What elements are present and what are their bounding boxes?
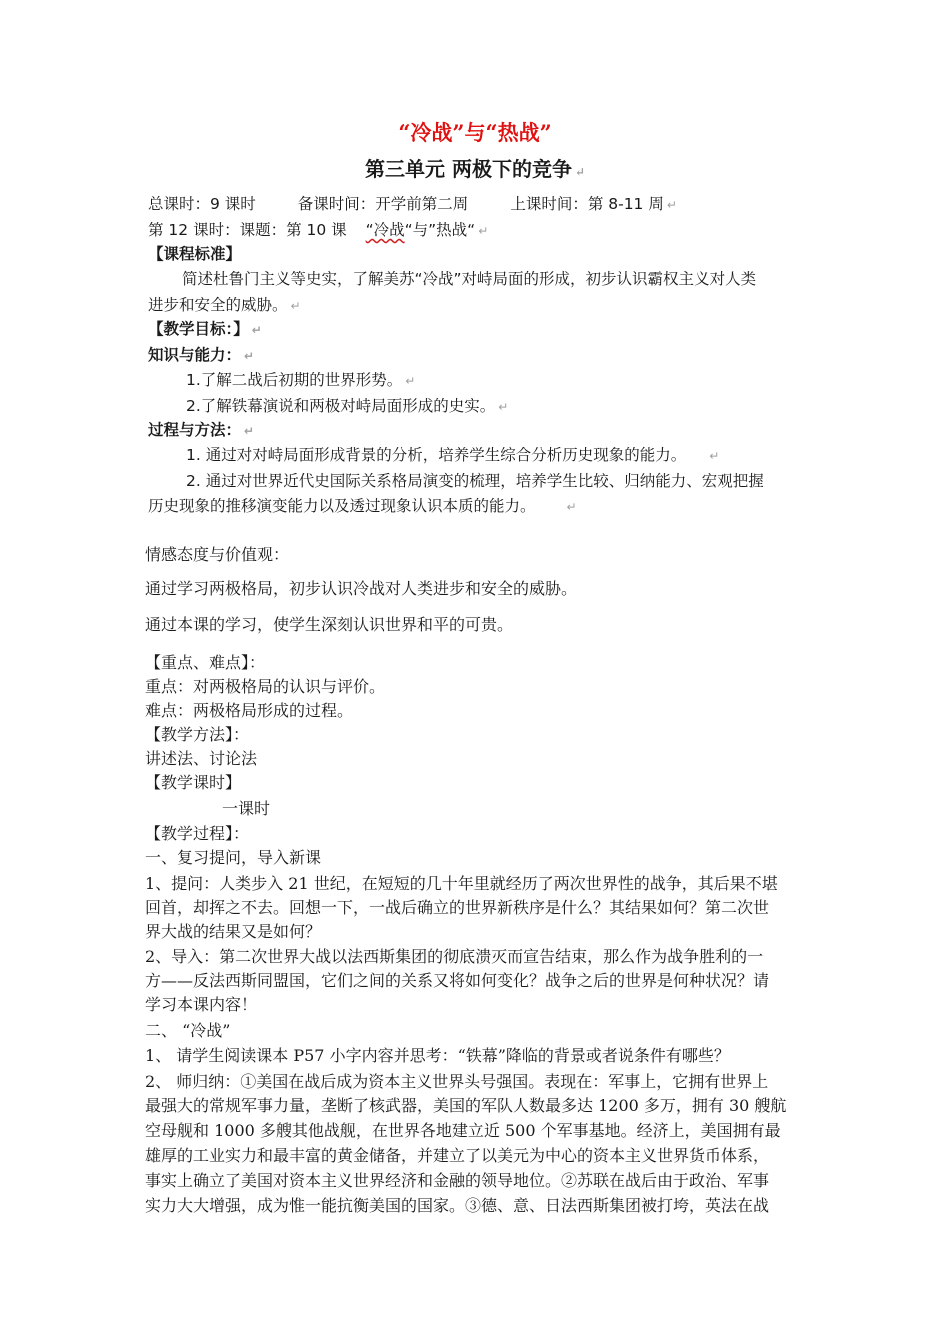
emotion-item-1: 通过学习两极格局，初步认识冷战对人类进步和安全的威胁。 [145, 579, 578, 598]
section-2-item-2-line-2: 最强大的常规军事力量，垄断了核武器，美国的军队人数最多达 1200 多万，拥有 30 艘航 [145, 1096, 787, 1115]
section-2-item-2-line-6: 实力大大增强，成为惟一能抗衡美国的国家。③德、意、日法西斯集团被打垮，英法在战 [145, 1196, 770, 1215]
process-item-1 [186, 444, 719, 467]
method-heading: 【教学方法】： [145, 725, 250, 744]
question-2-line-2: 方——反法西斯同盟国，它们之间的关系又将如何变化？战争之后的世界是何种状况？请 [145, 971, 770, 990]
paragraph-mark: ↵ [709, 449, 720, 463]
standard-heading-text: 【课程标准】 [148, 245, 242, 263]
process-method-heading-text: 过程与方法： [148, 421, 242, 439]
standard-heading [148, 243, 241, 265]
knowledge-item-2 [186, 395, 508, 418]
paragraph-mark: ↵ [566, 500, 577, 514]
question-2-line-1: 2、导入：第二次世界大战以法西斯集团的彻底溃灭而宣告结束，那么作为战争胜利的一 [145, 947, 764, 966]
process-heading: 【教学过程】： [145, 824, 250, 843]
unit-title-text: 第三单元 两极下的竞争 [364, 157, 572, 181]
paragraph-mark: ↵ [405, 374, 416, 388]
process-item-2b [148, 495, 577, 518]
key-point: 重点：对两极格局的认识与评价。 [145, 677, 386, 696]
section-2-item-2-line-3: 空母舰和 1000 多艘其他战舰，在世界各地建立近 500 个军事基地。经济上，美国拥有最 [145, 1121, 781, 1140]
lesson-title-a: “冷战 [365, 221, 405, 239]
process-item-2a: 2. 通过对世界近代史国际关系格局演变的梳理，培养学生比较、归纳能力、宏观把握 [186, 472, 764, 490]
class-time: 上课时间：第 8-11 周 [510, 195, 664, 213]
paragraph-mark: ↵ [251, 323, 262, 337]
section-1-title: 一、复习提问，导入新课 [145, 848, 322, 867]
standard-text-2 [148, 294, 301, 317]
section-2-title: 二、 “冷战” [145, 1021, 231, 1040]
knowledge-item-1 [186, 369, 415, 392]
process-item-1-text: 1. 通过对对峙局面形成背景的分析，培养学生综合分析历史现象的能力。 [186, 446, 687, 464]
knowledge-heading-text: 知识与能力： [148, 346, 242, 364]
section-2-item-2-line-5: 事实上确立了美国对资本主义世界经济和金融的领导地位。②苏联在战后由于政治、军事 [145, 1171, 770, 1190]
paragraph-mark: ↵ [498, 400, 509, 414]
difficult-point: 难点：两极格局形成的过程。 [145, 701, 354, 720]
section-2-item-2-line-1: 2、 师归纳：①美国在战后成为资本主义世界头号强国。表现在：军事上，它拥有世界上 [145, 1072, 769, 1091]
meta-line [148, 193, 677, 216]
process-item-2b-text: 历史现象的推移演变能力以及透过现象认识本质的能力。 [148, 497, 536, 515]
emotion-item-2: 通过本课的学习，使学生深刻认识世界和平的可贵。 [145, 615, 514, 634]
paragraph-mark: ↵ [244, 424, 255, 438]
paragraph-mark: ↵ [574, 165, 586, 179]
prep-time: 备课时间：开学前第二周 [297, 195, 469, 213]
section-2-item-1: 1、 请学生阅读课本 P57 小字内容并思考：“铁幕”降临的背景或者说条件有哪些？ [145, 1046, 730, 1065]
unit-title [0, 156, 950, 185]
lesson-title-b: “与”热战“ [404, 221, 476, 239]
section-2-item-2-line-4: 雄厚的工业实力和最丰富的黄金储备，并建立了以美元为中心的资本主义世界货币体系， [145, 1146, 770, 1165]
question-2-line-3: 学习本课内容！ [145, 995, 258, 1014]
goals-heading-text: 【教学目标：】 [148, 320, 249, 338]
hours-text: 一课时 [222, 799, 271, 818]
hours-heading: 【教学课时】 [145, 773, 242, 792]
knowledge-item-2-text: 2.了解铁幕演说和两极对峙局面形成的史实。 [186, 397, 496, 415]
lesson-line [148, 219, 488, 242]
method-text: 讲述法、讨论法 [145, 749, 258, 768]
main-title: “冷战”与“热战” [398, 120, 552, 145]
total-hours: 总课时：9 课时 [148, 195, 256, 213]
lesson-prefix: 第 12 课时：课题：第 10 课 [148, 221, 352, 239]
goals-heading [148, 318, 262, 341]
paragraph-mark: ↵ [478, 224, 489, 238]
question-1-line-2: 回首，却挥之不去。回想一下，一战后确立的世界新秩序是什么？其结果如何？第二次世 [145, 898, 770, 917]
process-method-heading [148, 419, 254, 442]
question-1-line-3: 界大战的结果又是如何？ [145, 922, 322, 941]
emotion-heading: 情感态度与价值观： [145, 545, 290, 564]
paragraph-mark: ↵ [244, 349, 255, 363]
knowledge-item-1-text: 1.了解二战后初期的世界形势。 [186, 371, 403, 389]
paragraph-mark: ↵ [290, 299, 301, 313]
question-1-line-1: 1、提问：人类步入 21 世纪，在短短的几十年里就经历了两次世界性的战争，其后果不堪 [145, 874, 778, 893]
standard-text-2-content: 进步和安全的威胁。 [148, 296, 288, 314]
key-points-heading: 【重点、难点】： [145, 653, 266, 672]
knowledge-heading [148, 344, 254, 367]
paragraph-mark: ↵ [666, 198, 677, 212]
standard-text-1: 简述杜鲁门主义等史实，了解美苏“冷战”对峙局面的形成，初步认识霸权主义对人类 [182, 270, 757, 288]
